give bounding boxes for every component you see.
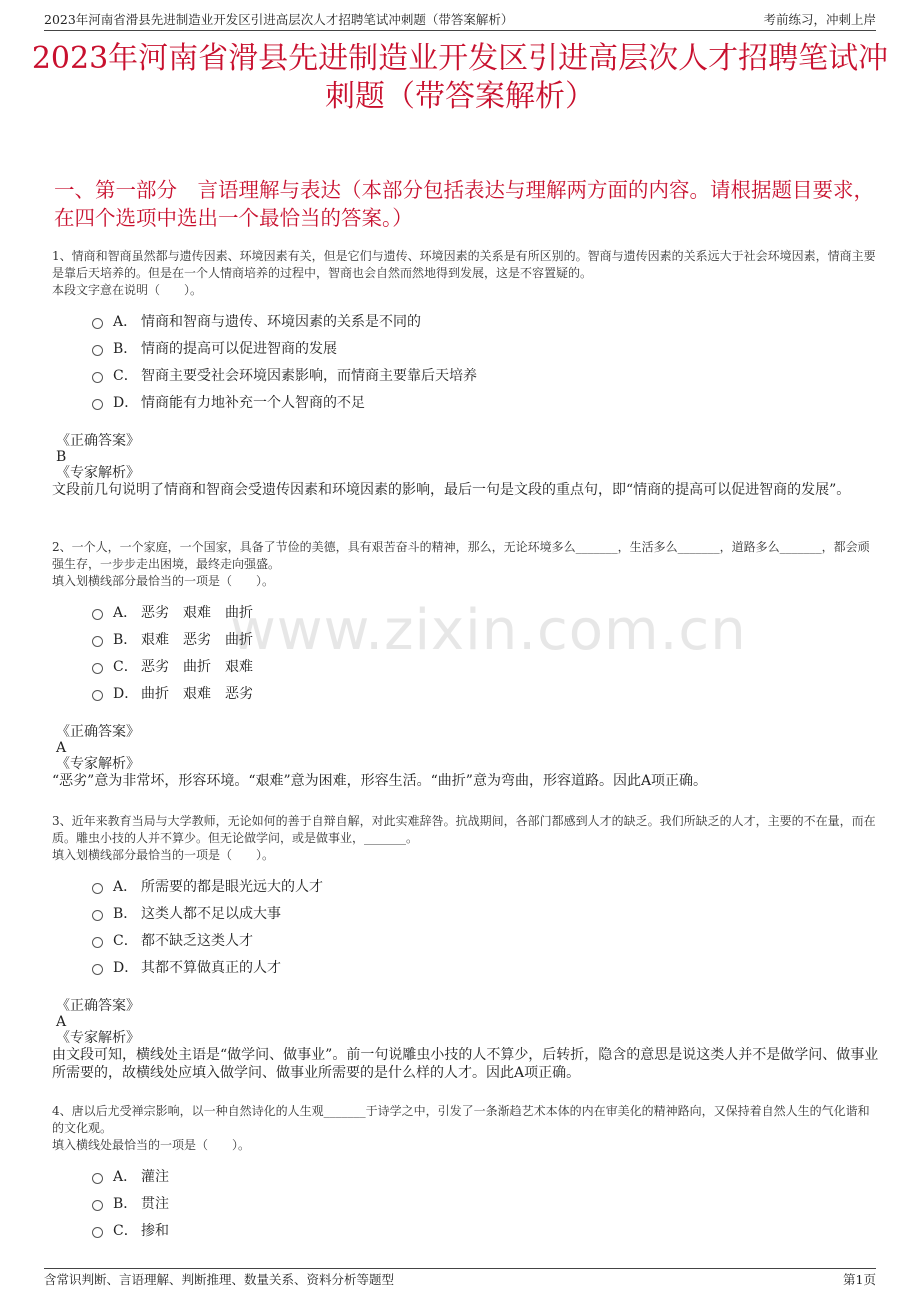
option-list bbox=[92, 598, 880, 706]
option-text: 恶劣 艰难 曲折 bbox=[141, 604, 253, 621]
option-letter: A． bbox=[113, 313, 138, 330]
option-letter: B． bbox=[113, 1195, 138, 1212]
radio-icon[interactable] bbox=[92, 1173, 103, 1184]
question-prompt: 填入划横线部分最恰当的一项是（ ）。 bbox=[52, 848, 275, 862]
option-text: 情商和智商与遗传、环境因素的关系是不同的 bbox=[141, 313, 421, 330]
radio-icon[interactable] bbox=[92, 636, 103, 647]
option-a[interactable] bbox=[92, 1162, 880, 1189]
radio-icon[interactable] bbox=[92, 609, 103, 620]
radio-icon[interactable] bbox=[92, 964, 103, 975]
option-text: 其都不算做真正的人才 bbox=[141, 959, 281, 976]
question-text: 2、一个人，一个家庭，一个国家，具备了节俭的美德，具有艰苦奋斗的精神，那么，无论环境多么_______，生活多么_______，道路多么_______，都会顽强生存，一步步走出困境，最终走向强盛。 bbox=[52, 540, 870, 571]
option-text: 这类人都不足以成大事 bbox=[141, 905, 281, 922]
option-letter: C． bbox=[113, 367, 138, 384]
question-prompt: 填入划横线部分最恰当的一项是（ ）。 bbox=[52, 574, 275, 588]
option-a[interactable] bbox=[92, 598, 880, 625]
option-d[interactable] bbox=[92, 953, 880, 980]
question-text: 1、情商和智商虽然都与遗传因素、环境因素有关，但是它们与遗传、环境因素的关系是有所区别的。智商与遗传因素的关系远大于社会环境因素，情商主要是靠后天培养的。但是在一个人情商培养的过程中，智商也会自然而然地得到发展，这是不容置疑的。 bbox=[52, 249, 876, 280]
answer-block bbox=[56, 724, 880, 772]
option-text: 都不缺乏这类人才 bbox=[141, 932, 253, 949]
radio-icon[interactable] bbox=[92, 910, 103, 921]
header-doc-title: 2023年河南省滑县先进制造业开发区引进高层次人才招聘笔试冲刺题（带答案解析） bbox=[44, 12, 514, 27]
option-text: 智商主要受社会环境因素影响，而情商主要靠后天培养 bbox=[141, 367, 477, 384]
section-heading: 一、第一部分 言语理解与表达（本部分包括表达与理解两方面的内容。请根据题目要求，在四个选项中选出一个最恰当的答案。） bbox=[54, 178, 874, 230]
explain-label: 《专家解析》 bbox=[56, 756, 140, 772]
question-text: 4、唐以后尤受禅宗影响，以一种自然诗化的人生观_______于诗学之中，引发了一条渐趋艺术本体的内在审美化的精神路向，又保持着自然人生的气化谐和的文化观。 bbox=[52, 1104, 870, 1135]
page-number: 第1页 bbox=[843, 1272, 876, 1287]
option-c[interactable] bbox=[92, 652, 880, 679]
radio-icon[interactable] bbox=[92, 372, 103, 383]
option-letter: C． bbox=[113, 932, 138, 949]
radio-icon[interactable] bbox=[92, 318, 103, 329]
radio-icon[interactable] bbox=[92, 663, 103, 674]
explanation-text: 文段前几句说明了情商和智商会受遗传因素和环境因素的影响，最后一句是文段的重点句，即“情商的提高可以促进智商的发展”。 bbox=[52, 482, 851, 498]
option-letter: D． bbox=[113, 394, 139, 411]
radio-icon[interactable] bbox=[92, 1227, 103, 1238]
option-text: 情商能有力地补充一个人智商的不足 bbox=[141, 394, 365, 411]
option-text: 艰难 恶劣 曲折 bbox=[141, 631, 253, 648]
option-a[interactable] bbox=[92, 307, 880, 334]
answer-label: 《正确答案》 bbox=[56, 433, 140, 449]
option-list bbox=[92, 872, 880, 980]
option-letter: C． bbox=[113, 658, 138, 675]
question-4 bbox=[52, 1103, 880, 1243]
explanation-text: 由文段可知，横线处主语是“做学问、做事业”。前一句说雕虫小技的人不算少，后转折，隐含的意思是说这类人并不是做学问、做事业所需要的，故横线处应填入做学问、做事业所需要的是什么样的人才。因此A项正确。 bbox=[52, 1047, 879, 1081]
option-b[interactable] bbox=[92, 625, 880, 652]
radio-icon[interactable] bbox=[92, 937, 103, 948]
option-letter: D． bbox=[113, 685, 139, 702]
radio-icon[interactable] bbox=[92, 399, 103, 410]
answer-label: 《正确答案》 bbox=[56, 998, 140, 1014]
answer-label: 《正确答案》 bbox=[56, 724, 140, 740]
option-c[interactable] bbox=[92, 926, 880, 953]
answer-block bbox=[56, 998, 880, 1046]
question-3 bbox=[52, 813, 880, 1082]
watermark: www.zixin.com.cn bbox=[230, 598, 747, 663]
answer-block bbox=[56, 433, 880, 481]
question-prompt: 本段文字意在说明（ ）。 bbox=[52, 283, 203, 297]
explain-label: 《专家解析》 bbox=[56, 1030, 140, 1046]
option-letter: A． bbox=[113, 1168, 138, 1185]
option-text: 曲折 艰难 恶劣 bbox=[141, 685, 253, 702]
answer-value: B bbox=[56, 449, 67, 465]
answer-value: A bbox=[56, 1014, 67, 1030]
option-b[interactable] bbox=[92, 899, 880, 926]
radio-icon[interactable] bbox=[92, 690, 103, 701]
option-text: 情商的提高可以促进智商的发展 bbox=[141, 340, 337, 357]
header-slogan: 考前练习，冲刺上岸 bbox=[763, 12, 876, 27]
option-text: 掺和 bbox=[141, 1222, 169, 1239]
option-list bbox=[92, 1162, 880, 1243]
option-letter: C． bbox=[113, 1222, 138, 1239]
page-header bbox=[44, 8, 876, 31]
question-2 bbox=[52, 539, 880, 790]
footer-topics: 含常识判断、言语理解、判断推理、数量关系、资料分析等题型 bbox=[44, 1272, 395, 1287]
option-letter: A． bbox=[113, 878, 138, 895]
answer-value: A bbox=[56, 740, 67, 756]
option-text: 贯注 bbox=[141, 1195, 169, 1212]
option-letter: B． bbox=[113, 905, 138, 922]
option-list bbox=[92, 307, 880, 415]
option-letter: B． bbox=[113, 631, 138, 648]
radio-icon[interactable] bbox=[92, 345, 103, 356]
option-c[interactable] bbox=[92, 361, 880, 388]
question-prompt: 填入横线处最恰当的一项是（ ）。 bbox=[52, 1138, 251, 1152]
option-text: 灌注 bbox=[141, 1168, 169, 1185]
page-footer bbox=[44, 1268, 876, 1289]
option-d[interactable] bbox=[92, 388, 880, 415]
option-letter: D． bbox=[113, 959, 139, 976]
question-text: 3、近年来教育当局与大学教师，无论如何的善于自辩自解，对此实难辞咎。抗战期间，各部门都感到人才的缺乏。我们所缺乏的人才，主要的不在量，而在质。雕虫小技的人并不算少。但无论做学问，或是做事业，_______。 bbox=[52, 814, 876, 845]
option-b[interactable] bbox=[92, 334, 880, 361]
option-letter: B． bbox=[113, 340, 138, 357]
radio-icon[interactable] bbox=[92, 1200, 103, 1211]
option-d[interactable] bbox=[92, 679, 880, 706]
explain-label: 《专家解析》 bbox=[56, 465, 140, 481]
explanation-text: “恶劣”意为非常坏，形容环境。“艰难”意为困难，形容生活。“曲折”意为弯曲，形容道路。因此A项正确。 bbox=[52, 773, 708, 789]
radio-icon[interactable] bbox=[92, 883, 103, 894]
option-letter: A． bbox=[113, 604, 138, 621]
question-1 bbox=[52, 248, 880, 499]
option-a[interactable] bbox=[92, 872, 880, 899]
option-c[interactable] bbox=[92, 1216, 880, 1243]
option-text: 恶劣 曲折 艰难 bbox=[141, 658, 253, 675]
document-title: 2023年河南省滑县先进制造业开发区引进高层次人才招聘笔试冲刺题（带答案解析） bbox=[31, 41, 889, 114]
option-b[interactable] bbox=[92, 1189, 880, 1216]
option-text: 所需要的都是眼光远大的人才 bbox=[141, 878, 323, 895]
